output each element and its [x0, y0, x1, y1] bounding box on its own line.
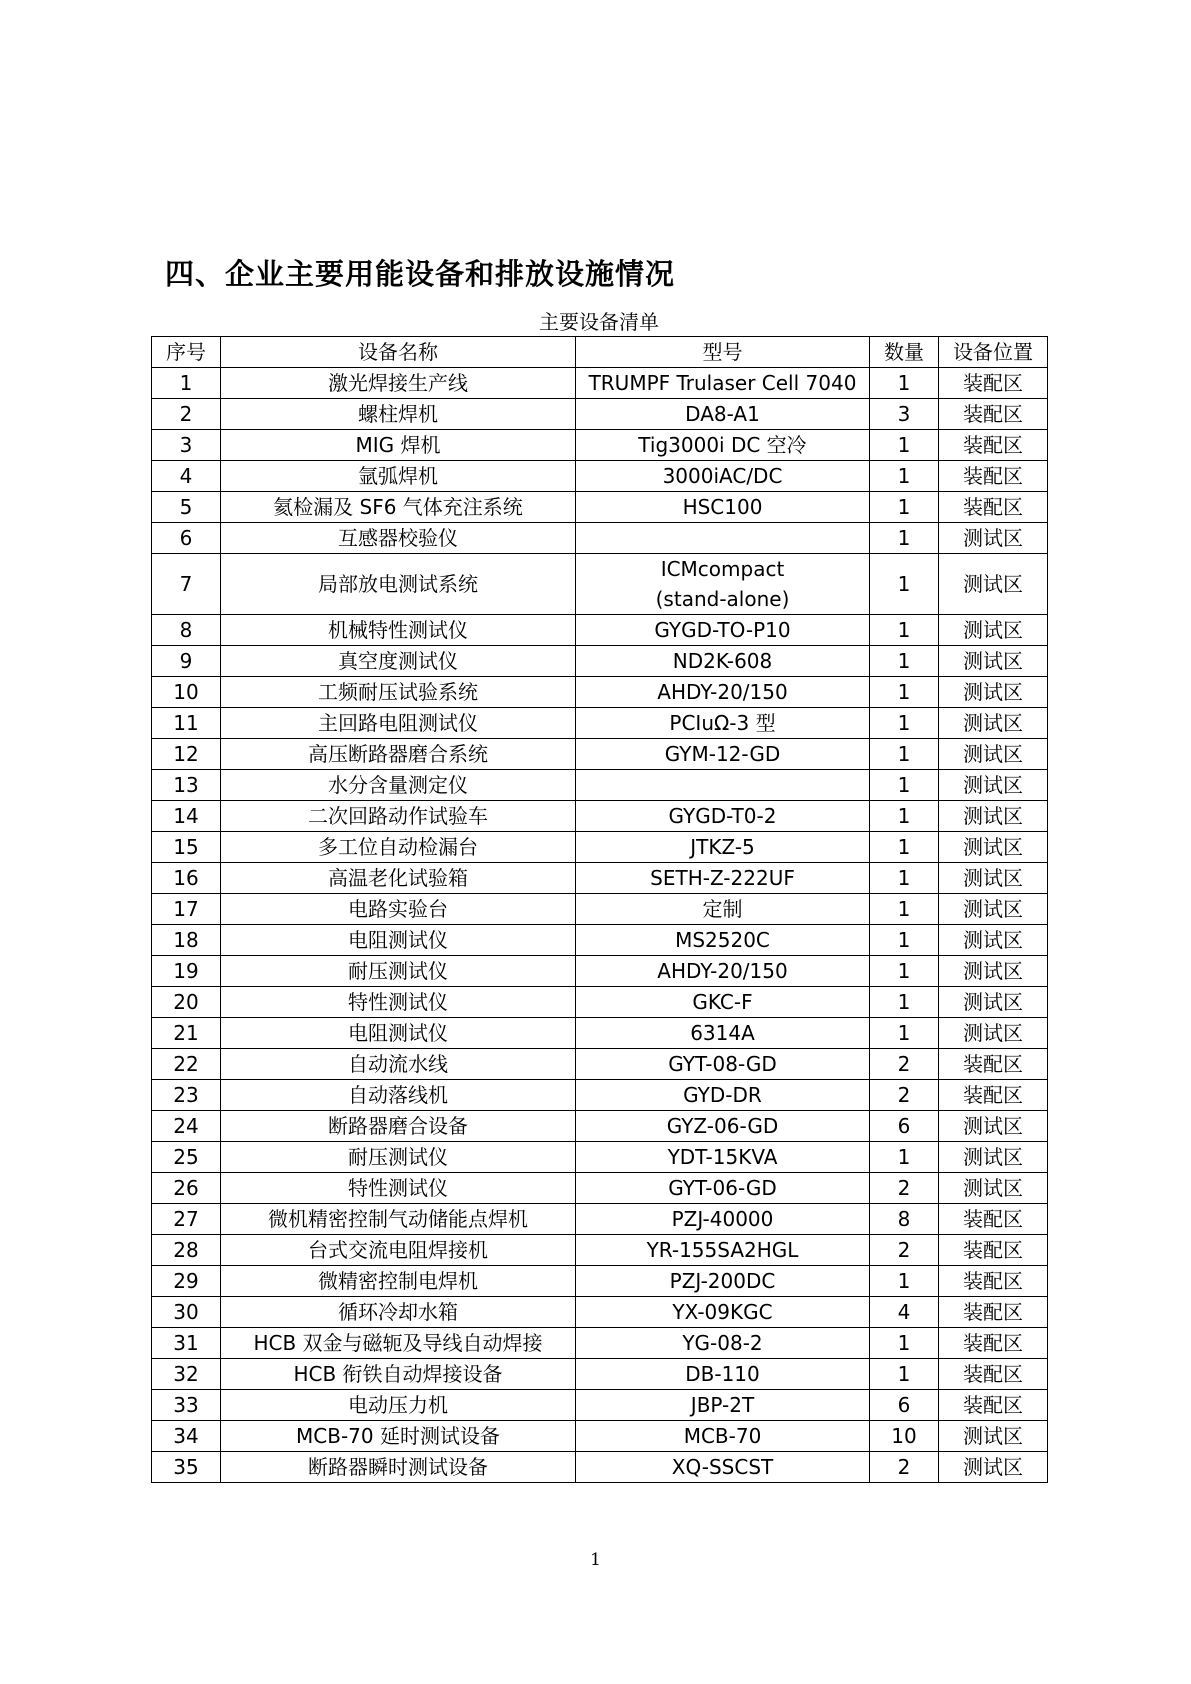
cell-no: 28 — [152, 1235, 221, 1266]
cell-model: ICMcompact (stand-alone) — [576, 554, 870, 615]
cell-qty: 2 — [870, 1452, 939, 1483]
cell-name: 特性测试仪 — [221, 987, 576, 1018]
cell-location: 装配区 — [939, 1235, 1048, 1266]
cell-no: 4 — [152, 461, 221, 492]
cell-no: 3 — [152, 430, 221, 461]
table-row — [152, 368, 1048, 399]
cell-location: 装配区 — [939, 461, 1048, 492]
cell-no: 34 — [152, 1421, 221, 1452]
cell-name: 耐压测试仪 — [221, 956, 576, 987]
cell-name: MCB-70 延时测试设备 — [221, 1421, 576, 1452]
cell-qty: 1 — [870, 801, 939, 832]
table-row — [152, 1235, 1048, 1266]
cell-name: 断路器瞬时测试设备 — [221, 1452, 576, 1483]
table-row — [152, 430, 1048, 461]
cell-model: GYGD-T0-2 — [576, 801, 870, 832]
cell-location: 测试区 — [939, 863, 1048, 894]
table-row — [152, 523, 1048, 554]
cell-location: 测试区 — [939, 554, 1048, 615]
cell-qty: 1 — [870, 770, 939, 801]
cell-qty: 1 — [870, 956, 939, 987]
cell-no: 6 — [152, 523, 221, 554]
cell-name: 断路器磨合设备 — [221, 1111, 576, 1142]
cell-qty: 1 — [870, 1266, 939, 1297]
cell-location: 装配区 — [939, 1204, 1048, 1235]
table-row — [152, 1328, 1048, 1359]
table-row — [152, 1421, 1048, 1452]
cell-name: 高压断路器磨合系统 — [221, 739, 576, 770]
cell-no: 8 — [152, 615, 221, 646]
table-row — [152, 863, 1048, 894]
table-row — [152, 739, 1048, 770]
cell-no: 22 — [152, 1049, 221, 1080]
cell-model: 定制 — [576, 894, 870, 925]
cell-no: 25 — [152, 1142, 221, 1173]
cell-name: MIG 焊机 — [221, 430, 576, 461]
table-row — [152, 801, 1048, 832]
cell-location: 测试区 — [939, 708, 1048, 739]
cell-no: 11 — [152, 708, 221, 739]
cell-name: 氦检漏及 SF6 气体充注系统 — [221, 492, 576, 523]
cell-model — [576, 770, 870, 801]
cell-qty: 1 — [870, 739, 939, 770]
cell-name: 互感器校验仪 — [221, 523, 576, 554]
cell-model: ND2K-608 — [576, 646, 870, 677]
cell-qty: 6 — [870, 1111, 939, 1142]
table-row — [152, 399, 1048, 430]
cell-no: 24 — [152, 1111, 221, 1142]
table-row — [152, 1266, 1048, 1297]
cell-name: 主回路电阻测试仪 — [221, 708, 576, 739]
cell-name: 电路实验台 — [221, 894, 576, 925]
cell-model: MS2520C — [576, 925, 870, 956]
cell-no: 1 — [152, 368, 221, 399]
cell-model: SETH-Z-222UF — [576, 863, 870, 894]
cell-location: 装配区 — [939, 1266, 1048, 1297]
cell-qty: 2 — [870, 1173, 939, 1204]
cell-name: 台式交流电阻焊接机 — [221, 1235, 576, 1266]
cell-location: 装配区 — [939, 1080, 1048, 1111]
cell-qty: 1 — [870, 863, 939, 894]
table-row — [152, 832, 1048, 863]
table-row — [152, 1297, 1048, 1328]
cell-location: 测试区 — [939, 646, 1048, 677]
cell-qty: 2 — [870, 1235, 939, 1266]
cell-name: 高温老化试验箱 — [221, 863, 576, 894]
table-row — [152, 1173, 1048, 1204]
cell-name: 水分含量测定仪 — [221, 770, 576, 801]
cell-no: 16 — [152, 863, 221, 894]
col-header-model: 型号 — [576, 337, 870, 368]
cell-location: 测试区 — [939, 677, 1048, 708]
col-header-location: 设备位置 — [939, 337, 1048, 368]
cell-name: 局部放电测试系统 — [221, 554, 576, 615]
cell-model: YDT-15KVA — [576, 1142, 870, 1173]
cell-model: HSC100 — [576, 492, 870, 523]
page-number: 1 — [590, 1550, 601, 1570]
cell-model: DA8-A1 — [576, 399, 870, 430]
cell-name: HCB 衔铁自动焊接设备 — [221, 1359, 576, 1390]
table-row — [152, 554, 1048, 615]
cell-model: JTKZ-5 — [576, 832, 870, 863]
section-heading: 四、企业主要用能设备和排放设施情况 — [165, 257, 676, 291]
cell-qty: 1 — [870, 925, 939, 956]
cell-name: 特性测试仪 — [221, 1173, 576, 1204]
cell-location: 测试区 — [939, 832, 1048, 863]
table-row — [152, 1049, 1048, 1080]
cell-no: 19 — [152, 956, 221, 987]
cell-qty: 1 — [870, 987, 939, 1018]
cell-name: 电阻测试仪 — [221, 925, 576, 956]
table-row — [152, 770, 1048, 801]
cell-no: 7 — [152, 554, 221, 615]
cell-model: GKC-F — [576, 987, 870, 1018]
cell-name: 微机精密控制气动储能点焊机 — [221, 1204, 576, 1235]
cell-no: 13 — [152, 770, 221, 801]
cell-name: 自动落线机 — [221, 1080, 576, 1111]
cell-no: 26 — [152, 1173, 221, 1204]
cell-model: JBP-2T — [576, 1390, 870, 1421]
cell-model: 6314A — [576, 1018, 870, 1049]
cell-model: DB-110 — [576, 1359, 870, 1390]
cell-no: 15 — [152, 832, 221, 863]
cell-model: PCIuΩ-3 型 — [576, 708, 870, 739]
table-row — [152, 1111, 1048, 1142]
table-row — [152, 1452, 1048, 1483]
cell-location: 装配区 — [939, 1359, 1048, 1390]
table-body — [152, 368, 1048, 1483]
cell-model: GYGD-TO-P10 — [576, 615, 870, 646]
cell-model: Tig3000i DC 空冷 — [576, 430, 870, 461]
cell-model: GYT-06-GD — [576, 1173, 870, 1204]
cell-location: 测试区 — [939, 1452, 1048, 1483]
cell-model: YR-155SA2HGL — [576, 1235, 870, 1266]
cell-name: 自动流水线 — [221, 1049, 576, 1080]
cell-model: TRUMPF Trulaser Cell 7040 — [576, 368, 870, 399]
cell-qty: 1 — [870, 894, 939, 925]
cell-model: AHDY-20/150 — [576, 677, 870, 708]
table-row — [152, 646, 1048, 677]
cell-no: 31 — [152, 1328, 221, 1359]
cell-name: 电阻测试仪 — [221, 1018, 576, 1049]
cell-location: 装配区 — [939, 368, 1048, 399]
cell-qty: 1 — [870, 461, 939, 492]
cell-name: 工频耐压试验系统 — [221, 677, 576, 708]
cell-no: 10 — [152, 677, 221, 708]
cell-model: GYZ-06-GD — [576, 1111, 870, 1142]
cell-location: 测试区 — [939, 770, 1048, 801]
cell-no: 29 — [152, 1266, 221, 1297]
cell-no: 14 — [152, 801, 221, 832]
cell-model — [576, 523, 870, 554]
cell-qty: 1 — [870, 554, 939, 615]
cell-location: 装配区 — [939, 430, 1048, 461]
cell-qty: 2 — [870, 1080, 939, 1111]
cell-qty: 1 — [870, 1142, 939, 1173]
cell-qty: 1 — [870, 430, 939, 461]
table-row — [152, 1359, 1048, 1390]
cell-no: 17 — [152, 894, 221, 925]
table-header-row — [152, 337, 1048, 368]
table-caption: 主要设备清单 — [539, 310, 659, 334]
cell-name: 二次回路动作试验车 — [221, 801, 576, 832]
table-row — [152, 492, 1048, 523]
table-row — [152, 894, 1048, 925]
cell-no: 18 — [152, 925, 221, 956]
cell-no: 32 — [152, 1359, 221, 1390]
cell-name: 电动压力机 — [221, 1390, 576, 1421]
table-row — [152, 1018, 1048, 1049]
cell-no: 9 — [152, 646, 221, 677]
cell-no: 27 — [152, 1204, 221, 1235]
cell-qty: 1 — [870, 523, 939, 554]
cell-name: 机械特性测试仪 — [221, 615, 576, 646]
cell-location: 测试区 — [939, 1111, 1048, 1142]
cell-location: 测试区 — [939, 801, 1048, 832]
table-row — [152, 677, 1048, 708]
cell-location: 装配区 — [939, 1328, 1048, 1359]
cell-location: 测试区 — [939, 523, 1048, 554]
cell-model: GYM-12-GD — [576, 739, 870, 770]
cell-name: 微精密控制电焊机 — [221, 1266, 576, 1297]
cell-model: PZJ-40000 — [576, 1204, 870, 1235]
table-row — [152, 461, 1048, 492]
table-row — [152, 925, 1048, 956]
table-row — [152, 987, 1048, 1018]
table-row — [152, 615, 1048, 646]
cell-qty: 1 — [870, 1328, 939, 1359]
cell-location: 测试区 — [939, 956, 1048, 987]
table-row — [152, 956, 1048, 987]
cell-no: 2 — [152, 399, 221, 430]
cell-name: 耐压测试仪 — [221, 1142, 576, 1173]
cell-no: 30 — [152, 1297, 221, 1328]
col-header-qty: 数量 — [870, 337, 939, 368]
cell-name: 氩弧焊机 — [221, 461, 576, 492]
cell-no: 33 — [152, 1390, 221, 1421]
cell-name: 真空度测试仪 — [221, 646, 576, 677]
cell-no: 35 — [152, 1452, 221, 1483]
cell-location: 测试区 — [939, 739, 1048, 770]
cell-model: 3000iAC/DC — [576, 461, 870, 492]
cell-model: GYD-DR — [576, 1080, 870, 1111]
cell-qty: 1 — [870, 368, 939, 399]
col-header-no: 序号 — [152, 337, 221, 368]
cell-model: AHDY-20/150 — [576, 956, 870, 987]
cell-qty: 1 — [870, 615, 939, 646]
table-row — [152, 1204, 1048, 1235]
cell-location: 测试区 — [939, 1142, 1048, 1173]
cell-location: 测试区 — [939, 1421, 1048, 1452]
cell-model: GYT-08-GD — [576, 1049, 870, 1080]
cell-location: 测试区 — [939, 1173, 1048, 1204]
cell-qty: 1 — [870, 492, 939, 523]
cell-model: YX-09KGC — [576, 1297, 870, 1328]
cell-qty: 10 — [870, 1421, 939, 1452]
cell-location: 测试区 — [939, 987, 1048, 1018]
cell-qty: 1 — [870, 646, 939, 677]
cell-location: 测试区 — [939, 925, 1048, 956]
col-header-name: 设备名称 — [221, 337, 576, 368]
cell-no: 21 — [152, 1018, 221, 1049]
cell-no: 23 — [152, 1080, 221, 1111]
equipment-table — [151, 336, 1048, 1483]
table-row — [152, 708, 1048, 739]
cell-location: 装配区 — [939, 1049, 1048, 1080]
cell-model: YG-08-2 — [576, 1328, 870, 1359]
cell-name: 循环冷却水箱 — [221, 1297, 576, 1328]
cell-no: 20 — [152, 987, 221, 1018]
cell-location: 装配区 — [939, 1390, 1048, 1421]
cell-location: 装配区 — [939, 399, 1048, 430]
cell-qty: 1 — [870, 1018, 939, 1049]
cell-no: 12 — [152, 739, 221, 770]
table-row — [152, 1390, 1048, 1421]
table-row — [152, 1080, 1048, 1111]
cell-model: MCB-70 — [576, 1421, 870, 1452]
cell-qty: 8 — [870, 1204, 939, 1235]
cell-location: 装配区 — [939, 492, 1048, 523]
cell-name: HCB 双金与磁轭及导线自动焊接 — [221, 1328, 576, 1359]
cell-qty: 1 — [870, 832, 939, 863]
cell-qty: 1 — [870, 677, 939, 708]
cell-name: 多工位自动检漏台 — [221, 832, 576, 863]
cell-location: 测试区 — [939, 1018, 1048, 1049]
cell-qty: 6 — [870, 1390, 939, 1421]
cell-no: 5 — [152, 492, 221, 523]
cell-location: 测试区 — [939, 615, 1048, 646]
cell-name: 激光焊接生产线 — [221, 368, 576, 399]
cell-name: 螺柱焊机 — [221, 399, 576, 430]
cell-location: 测试区 — [939, 894, 1048, 925]
cell-model: PZJ-200DC — [576, 1266, 870, 1297]
cell-qty: 2 — [870, 1049, 939, 1080]
cell-qty: 1 — [870, 1359, 939, 1390]
cell-qty: 1 — [870, 708, 939, 739]
table-row — [152, 1142, 1048, 1173]
cell-model: XQ-SSCST — [576, 1452, 870, 1483]
cell-qty: 3 — [870, 399, 939, 430]
cell-location: 装配区 — [939, 1297, 1048, 1328]
cell-qty: 4 — [870, 1297, 939, 1328]
